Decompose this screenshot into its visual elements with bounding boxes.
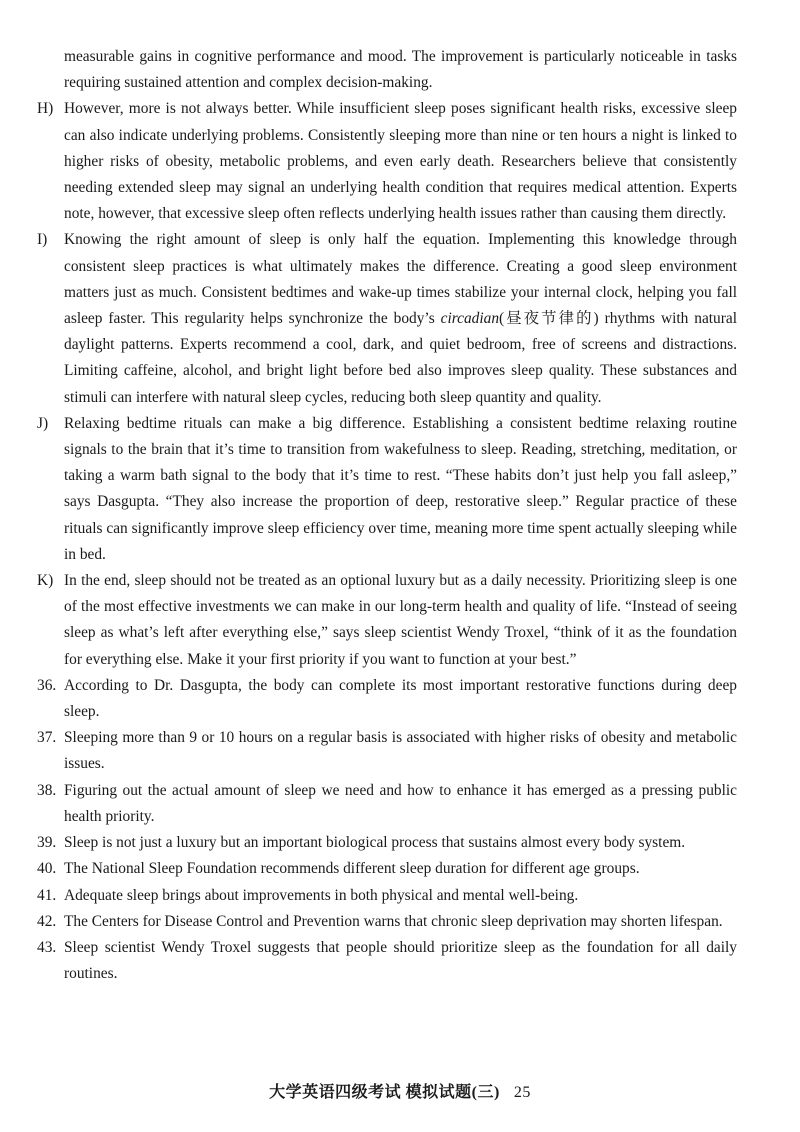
question-number: 41. [37,886,57,904]
question-36 [37,673,737,725]
question-text: According to Dr. Dasgupta, the body can complete its most important restorative functions during deep sleep. [64,676,737,721]
footer-title: 大学英语四级考试 模拟试题(三) [269,1084,500,1101]
question-40 [37,856,737,882]
question-text: Adequate sleep brings about improvements in both physical and mental well-being. [64,886,579,904]
paragraph-k [37,568,737,673]
paragraph-text: However, more is not always better. While insufficient sleep poses significant health risks, excessive sleep can also indicate underlying problems. Consistently sleeping more than nine or ten hours a night is linked to higher risks of obesity, metabolic problems, and even early death. Researchers believe that consistently needing extended sleep may signal an underlying health condition that requires medical attention. Experts note, however, that excessive sleep often reflects underlying health issues rather than causing them directly. [64,100,737,223]
question-43 [37,935,737,987]
question-text: The Centers for Disease Control and Prevention warns that chronic sleep deprivation may shorten lifespan. [64,912,723,930]
question-39 [37,830,737,856]
question-number: 38. [37,781,57,799]
question-42 [37,909,737,935]
question-37 [37,725,737,777]
page-number: 25 [513,1084,531,1101]
question-number: 40. [37,860,57,878]
question-38 [37,778,737,830]
paragraph-j [37,411,737,568]
question-text: Sleep scientist Wendy Troxel suggests that people should prioritize sleep as the foundation for all daily routines. [64,938,737,983]
question-41 [37,883,737,909]
page-body [37,44,737,987]
paragraph-text: Knowing the right amount of sleep is only half the equation. Implementing this knowledge through consistent sleep practices is what ultimately makes the difference. Creating a good sleep environment matters just as much. Consistent bedtimes and wake-up times stabilize your internal clock, helping you fall asleep faster. This regularity helps synchronize the body’s [64,231,737,328]
paragraph-text: In the end, sleep should not be treated as an optional luxury but as a daily necessity. Prioritizing sleep is one of the most effective investments we can make in our long-term health and quality of life. “Instead of seeing sleep as what’s left after everything else,” says sleep scientist Wendy Troxel, “think of it as the foundation for everything else. Make it your first priority if you want to function at your best.” [64,572,737,668]
question-text: The National Sleep Foundation recommends different sleep duration for different age groups. [64,860,640,878]
chinese-gloss: (昼夜节律的) [499,310,599,328]
paragraph-text: Relaxing bedtime rituals can make a big difference. Establishing a consistent bedtime relaxing routine signals to the brain that it’s time to transition from wakefulness to sleep. Reading, stretching, meditation, or taking a warm bath signal to the body that it’s time to rest. “These habits don’t just help you fall asleep,” says Dasgupta. “They also increase the proportion of deep, restorative sleep.” Regular practice of these rituals can significantly improve sleep efficiency over time, meaning more time spent actually sleeping while in bed. [64,414,737,563]
paragraph-letter: K) [37,572,54,590]
continuation-paragraph: measurable gains in cognitive performance and mood. The improvement is particularly noticeable in tasks requiring sustained attention and complex decision-making. [64,48,737,92]
question-text: Sleep is not just a luxury but an important biological process that sustains almost every body system. [64,834,686,852]
question-number: 36. [37,676,57,694]
paragraph-letter: J) [37,414,49,432]
glossed-term: circadian [440,310,500,328]
paragraph-letter: H) [37,100,54,118]
question-number: 43. [37,938,57,956]
paragraph-h [37,96,737,227]
page-footer [0,1079,800,1102]
question-number: 42. [37,912,57,930]
question-text: Figuring out the actual amount of sleep we need and how to enhance it has emerged as a pressing public health priority. [64,781,737,825]
paragraph-text: rhythms with natural daylight patterns. Experts recommend a cool, dark, and quiet bedroom, free of screens and distractions. Limiting caffeine, alcohol, and bright light before bed also improves sleep quality. These substances and stimuli can interfere with natural sleep cycles, reducing both sleep quantity and quality. [64,310,737,406]
question-text: Sleeping more than 9 or 10 hours on a regular basis is associated with higher risks of obesity and metabolic issues. [64,729,737,773]
question-number: 37. [37,729,57,747]
paragraph-letter: I) [37,231,48,249]
paragraph-i [37,227,737,410]
question-number: 39. [37,834,57,852]
